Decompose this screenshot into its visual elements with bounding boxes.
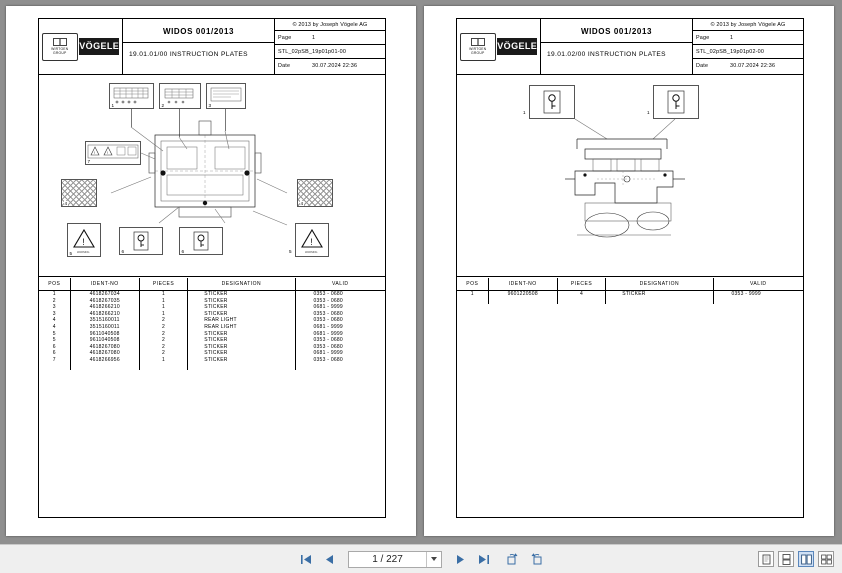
table-cell-pcs: 2	[139, 324, 187, 331]
table-filler-cell	[39, 363, 70, 369]
copyright-text: © 2013 by Joseph Vögele AG	[275, 19, 385, 31]
callout-number-5: 5	[69, 250, 73, 256]
warning-triangle-icon	[68, 224, 100, 256]
date-label: Date	[696, 62, 709, 69]
table-row	[39, 350, 385, 357]
drawing-sheet	[38, 18, 386, 518]
wirtgen-mark-icon	[53, 38, 67, 46]
table-cell-valid: 0681 - 9999	[313, 324, 343, 330]
header-pieces: PIECES	[139, 278, 187, 291]
table-row	[39, 324, 385, 331]
header-pos: POS	[39, 278, 70, 291]
table-header-row	[457, 278, 803, 291]
next-page-button[interactable]	[452, 551, 469, 568]
table-filler-cell	[139, 363, 187, 369]
table-cell-pcs: 1	[139, 291, 187, 298]
table-cell-desig: REAR LIGHT	[188, 324, 295, 331]
drawing-area-left	[39, 75, 385, 277]
page-indicator: 1 / 227	[372, 553, 403, 565]
table-filler-cell	[557, 298, 605, 304]
callout-number-5: 5	[289, 249, 292, 254]
facing-pages-view-button[interactable]	[798, 551, 814, 567]
table-row	[39, 311, 385, 318]
table-cell-ident: 9601220508	[488, 291, 557, 298]
table-cell-valid: 0681 - 9999	[313, 350, 343, 357]
table-row	[39, 291, 385, 298]
table-cell-valid: 0353 - 0680	[313, 343, 343, 350]
table-cell-pos: 4	[39, 324, 70, 331]
drawing-area-right	[457, 75, 803, 277]
warning-triangle-box-left	[67, 223, 101, 257]
table-row	[457, 291, 803, 298]
callout-number-1: 1	[523, 110, 526, 115]
table-cell-pos: 2	[39, 298, 70, 305]
header-pieces: PIECES	[557, 278, 605, 291]
rotate-counterclockwise-button[interactable]	[527, 551, 544, 568]
machine-side-view	[457, 75, 803, 277]
table-cell-pcs: 2	[139, 350, 187, 357]
voegele-logo: VÖGELE	[79, 38, 119, 55]
key-plate-box-2	[179, 227, 223, 255]
header-ident: IDENT-NO	[70, 278, 139, 291]
table-cell-valid: 0681 - 9999	[313, 304, 343, 311]
svg-text:!: !	[94, 150, 96, 155]
next-page-icon	[454, 553, 467, 566]
table-cell-valid: 0353 - 0680	[313, 291, 343, 298]
page-label: Page	[696, 34, 710, 41]
table-filler-cell	[457, 298, 488, 304]
table-cell-valid: 0353 - 0680	[313, 356, 343, 363]
table-cell-pos: 3	[39, 311, 70, 318]
rotate-clockwise-button[interactable]	[504, 551, 521, 568]
callout-number-4: 4	[300, 200, 304, 206]
document-page-right[interactable]	[424, 6, 834, 536]
wirtgen-group-logo	[42, 33, 78, 61]
drawing-title: 19.01.01/00 INSTRUCTION PLATES	[129, 51, 248, 58]
key-plate-box-1	[119, 227, 163, 255]
date-label: Date	[278, 62, 291, 69]
table-cell-pos: 1	[457, 291, 488, 298]
table-cell-pcs: 1	[139, 311, 187, 318]
document-page-left[interactable]	[6, 6, 416, 536]
single-page-icon	[761, 554, 772, 565]
book-view-icon	[821, 554, 832, 565]
parts-table	[457, 278, 803, 304]
callout-number-6: 6	[181, 248, 185, 254]
view-mode-group[interactable]	[758, 551, 834, 567]
page-row	[693, 31, 803, 45]
table-row	[39, 337, 385, 344]
table-cell-valid: 0353 - 0680	[313, 297, 343, 304]
voegele-logo: VÖGELE	[497, 38, 537, 55]
table-cell-ident: 3515160011	[70, 317, 139, 324]
table-cell-desig: STICKER	[188, 330, 295, 337]
parts-table-left	[39, 278, 385, 517]
key-symbol-icon	[180, 228, 222, 254]
table-cell-valid: 0353 - 0680	[313, 317, 343, 324]
page-navigation-group[interactable]	[298, 551, 544, 568]
continuous-view-button[interactable]	[778, 551, 794, 567]
first-page-icon	[300, 553, 313, 566]
page-number: 1	[312, 34, 316, 41]
date-row	[275, 59, 385, 72]
table-cell-pcs: 4	[557, 291, 605, 298]
table-filler-cell	[188, 363, 295, 369]
callout-number-1: 1	[647, 110, 650, 115]
table-cell-ident: 4618267035	[70, 298, 139, 305]
title-center-cell	[541, 19, 693, 74]
table-row	[39, 304, 385, 311]
page-label: Page	[278, 34, 292, 41]
table-cell-desig: STICKER	[188, 298, 295, 305]
table-cell-pcs: 1	[139, 298, 187, 305]
svg-text:!: !	[107, 150, 109, 155]
table-cell-valid: 0681 - 9999	[313, 330, 343, 337]
table-cell-ident: 4618266210	[70, 304, 139, 311]
rotate-clockwise-icon	[506, 552, 520, 566]
callout-number-1: 1	[111, 102, 115, 108]
logo-cell	[457, 19, 541, 74]
table-cell-valid: 0353 - 0680	[313, 337, 343, 344]
single-page-view-button[interactable]	[758, 551, 774, 567]
table-cell-ident: 4618266956	[70, 357, 139, 364]
wirtgen-logo-line2: GROUP	[53, 51, 67, 55]
table-cell-ident: 4618267080	[70, 344, 139, 351]
table-filler-cell	[295, 363, 385, 369]
table-cell-pcs: 2	[139, 344, 187, 351]
rear-light-box-left	[61, 179, 97, 207]
warning-triangle-box-right	[289, 223, 329, 257]
callout-number-7: 7	[87, 158, 91, 164]
document-code: STL_02pSB_19p01p01-00	[278, 48, 347, 55]
title-right-cell	[275, 19, 385, 74]
header-pos: POS	[457, 278, 488, 291]
table-filler-cell	[488, 298, 557, 304]
table-cell-pos: 3	[39, 304, 70, 311]
table-filler-cell	[70, 363, 139, 369]
parts-table	[39, 278, 385, 370]
drawing-title: 19.01.02/00 INSTRUCTION PLATES	[547, 51, 666, 58]
table-cell-valid: 0353 - 0680	[313, 310, 343, 317]
table-cell-pcs: 1	[139, 304, 187, 311]
page-number-input[interactable]	[348, 551, 442, 568]
table-cell-pos: 6	[39, 350, 70, 357]
table-cell-desig: STICKER	[188, 311, 295, 318]
drawing-sheet	[456, 18, 804, 518]
table-cell-ident: 3515160011	[70, 324, 139, 331]
header-valid: VALID	[713, 278, 803, 291]
table-cell-pos: 7	[39, 357, 70, 364]
document-code: STL_02pSB_19p01p02-00	[696, 48, 765, 55]
page-number: 1	[730, 34, 734, 41]
previous-page-button[interactable]	[321, 551, 338, 568]
table-body	[457, 291, 803, 304]
table-cell-desig: STICKER	[188, 304, 295, 311]
svg-text:WARNING: WARNING	[77, 251, 90, 254]
table-cell-pcs: 2	[139, 330, 187, 337]
table-cell-ident: 4618266210	[70, 311, 139, 318]
widos-number: WIDOS 001/2013	[123, 19, 274, 43]
table-cell-ident: 4618267080	[70, 350, 139, 357]
table-cell-pos: 1	[39, 291, 70, 298]
table-cell-valid: 0353 - 9999	[731, 291, 761, 298]
chevron-down-icon[interactable]	[426, 552, 441, 567]
widos-number: WIDOS 001/2013	[541, 19, 692, 43]
table-cell-ident: 4618267034	[70, 291, 139, 298]
callout-number-3: 3	[208, 102, 212, 108]
title-right-cell	[693, 19, 803, 74]
table-cell-pos: 4	[39, 317, 70, 324]
table-cell-desig: STICKER	[188, 337, 295, 344]
rear-light-box-right	[297, 179, 333, 207]
page-row	[275, 31, 385, 45]
table-cell-pos: 6	[39, 344, 70, 351]
previous-page-icon	[323, 553, 336, 566]
continuous-page-icon	[781, 554, 792, 565]
logo-cell	[39, 19, 123, 74]
parts-table-right	[457, 278, 803, 517]
title-block	[457, 19, 803, 75]
table-row	[39, 357, 385, 364]
title-block	[39, 19, 385, 75]
wirtgen-mark-icon	[471, 38, 485, 46]
table-cell-pcs: 2	[139, 337, 187, 344]
table-cell-desig: STICKER	[188, 291, 295, 298]
table-cell-pcs: 1	[139, 357, 187, 364]
table-row	[39, 330, 385, 337]
wirtgen-logo-line1: WIRTGEN	[469, 46, 487, 51]
date-value: 30.07.2024 22:36	[312, 62, 358, 69]
date-value: 30.07.2024 22:36	[730, 62, 776, 69]
table-cell-ident: 9611040508	[70, 330, 139, 337]
table-row	[39, 317, 385, 324]
table-cell-ident: 9611040508	[70, 337, 139, 344]
code-row	[693, 45, 803, 59]
last-page-button[interactable]	[475, 551, 492, 568]
wirtgen-logo-line2: GROUP	[471, 51, 485, 55]
title-center-cell	[123, 19, 275, 74]
table-row	[39, 344, 385, 351]
table-filler-cell	[606, 298, 713, 304]
table-header-row	[39, 278, 385, 291]
table-row	[39, 298, 385, 305]
svg-text:WARNING: WARNING	[305, 251, 318, 254]
table-filler-cell	[713, 298, 803, 304]
callout-number-4: 4	[64, 200, 68, 206]
table-cell-desig: STICKER	[188, 350, 295, 357]
header-valid: VALID	[295, 278, 385, 291]
key-symbol-icon	[120, 228, 162, 254]
table-filler-row	[39, 363, 385, 369]
svg-text:!: !	[82, 237, 85, 247]
table-cell-desig: STICKER	[606, 291, 713, 298]
facing-pages-icon	[801, 554, 812, 565]
table-cell-desig: STICKER	[188, 357, 295, 364]
viewer-toolbar[interactable]	[0, 544, 842, 573]
wirtgen-logo-line1: WIRTGEN	[51, 46, 69, 51]
table-cell-desig: REAR LIGHT	[188, 317, 295, 324]
table-cell-pos: 5	[39, 330, 70, 337]
table-cell-pcs: 2	[139, 317, 187, 324]
last-page-icon	[477, 553, 490, 566]
rotate-counterclockwise-icon	[529, 552, 543, 566]
header-ident: IDENT-NO	[488, 278, 557, 291]
header-designation: DESIGNATION	[606, 278, 713, 291]
wirtgen-group-logo	[460, 33, 496, 61]
callout-number-2: 2	[161, 102, 165, 108]
date-row	[693, 59, 803, 72]
table-cell-pos: 5	[39, 337, 70, 344]
table-cell-desig: STICKER	[188, 344, 295, 351]
callout-number-6: 6	[121, 248, 125, 254]
warning-triangle-icon	[296, 224, 328, 256]
table-body	[39, 291, 385, 370]
first-page-button[interactable]	[298, 551, 315, 568]
table-filler-row	[457, 298, 803, 304]
svg-text:!: !	[310, 237, 313, 247]
code-row	[275, 45, 385, 59]
book-view-button[interactable]	[818, 551, 834, 567]
copyright-text: © 2013 by Joseph Vögele AG	[693, 19, 803, 31]
header-designation: DESIGNATION	[188, 278, 295, 291]
